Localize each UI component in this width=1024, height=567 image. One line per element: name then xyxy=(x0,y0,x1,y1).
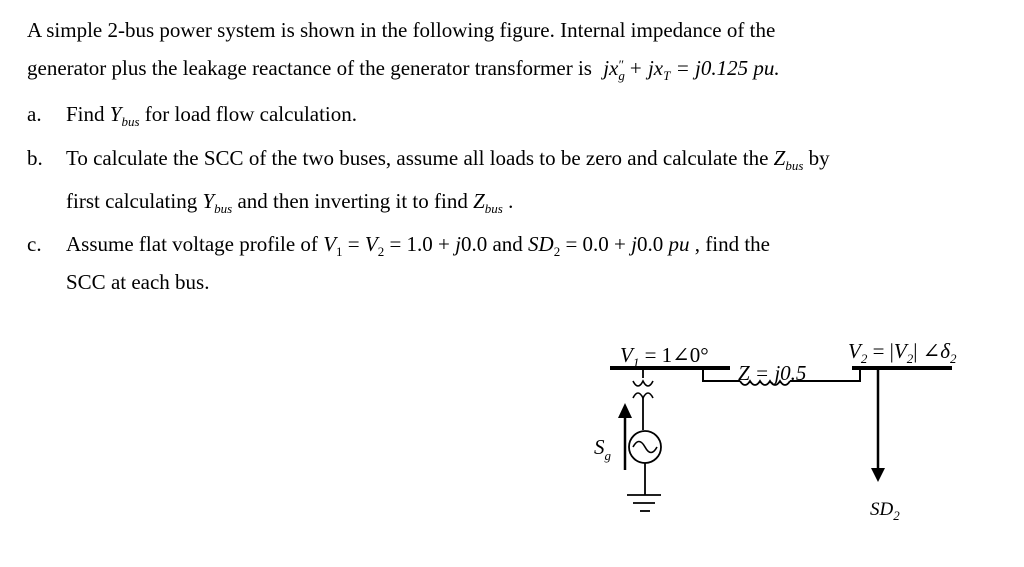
item-b-label: b. xyxy=(27,146,43,170)
bus2-voltage-label: $V_2 = |V_2|$ $\angle\delta_2$ xyxy=(848,339,957,366)
line-impedance-label: Z = j0.5 xyxy=(738,361,807,385)
item-b-line-1: To calculate the SCC of the two buses, assume all loads to be zero and calculate the $Z_{bus}$ by xyxy=(66,146,830,173)
load-label: $SD_2$ xyxy=(870,499,900,523)
generator-label: $S_g$ xyxy=(594,435,611,463)
item-b-line-2: first calculating $Y_{bus}$ and then inverting it to find $Z_{bus}$ . xyxy=(66,189,514,216)
generator-sine xyxy=(633,442,657,453)
intro-line-2-text: generator plus the leakage reactance of the generator transformer is xyxy=(27,56,592,80)
intro-line-1: A simple 2-bus power system is shown in the following figure. Internal impedance of the xyxy=(27,18,776,42)
item-c-line-1: Assume flat voltage profile of $V_1 = V_2 = 1.0 + j0.0$ and $SD_2 = 0.0 + j0.0$ pu , find the xyxy=(66,232,770,259)
bus1-voltage-label: $V_1$ = 1∠0° xyxy=(620,343,709,370)
transformer-lower-coil xyxy=(633,393,653,398)
item-a-text: Find $Y_{bus}$ for load flow calculation. xyxy=(66,102,358,129)
transformer-upper-coil xyxy=(633,381,653,386)
impedance-expression: $jx_g'' + jx_T = j0.125$ pu. xyxy=(603,56,780,83)
load-arrow-icon xyxy=(871,468,885,482)
generator-arrow-icon xyxy=(618,403,632,418)
item-c-line-2: SCC at each bus. xyxy=(66,270,210,294)
item-c-label: c. xyxy=(27,232,42,256)
item-a-label: a. xyxy=(27,102,42,126)
